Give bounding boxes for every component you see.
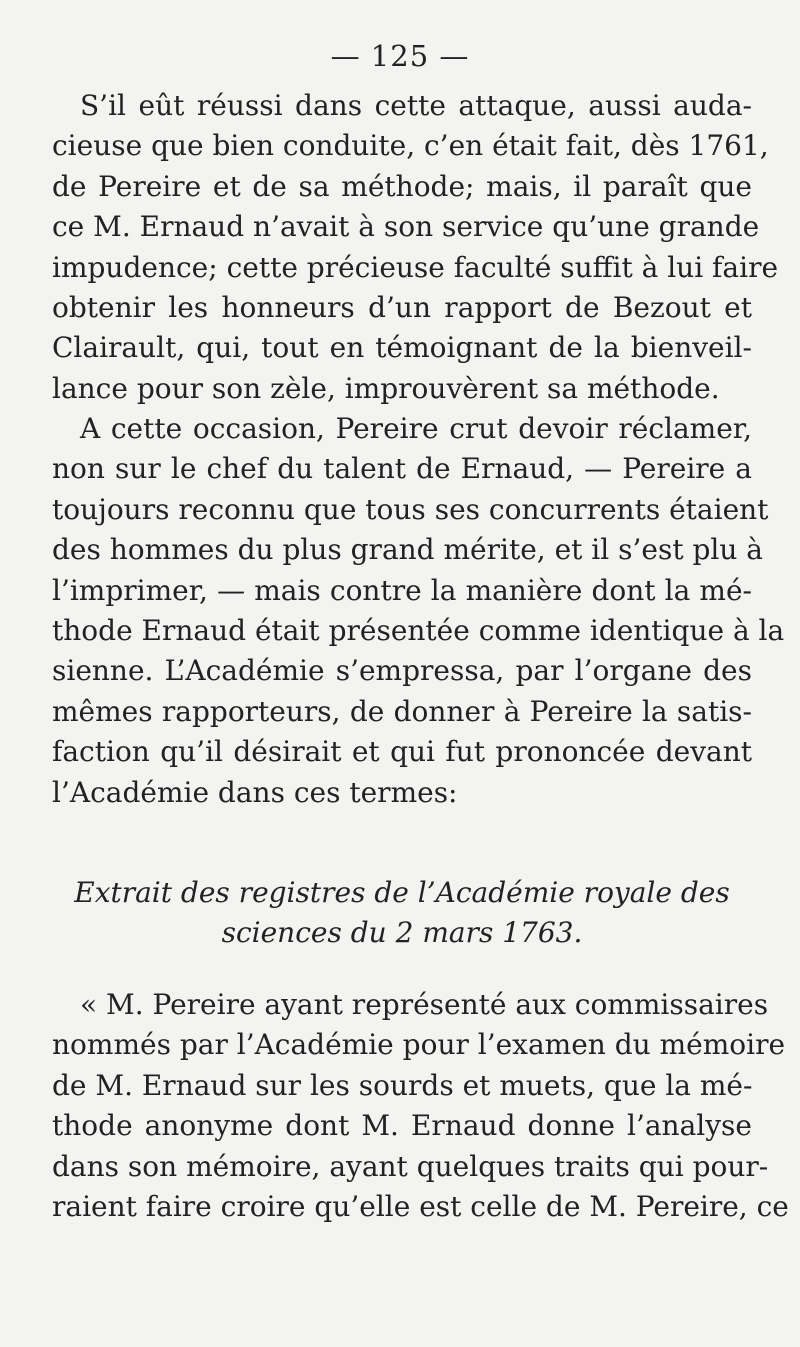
text-line: nommés par l’Académie pour l’examen du mémoire bbox=[52, 1028, 786, 1062]
text-line: toujours reconnu que tous ses concurrents étaient bbox=[52, 492, 769, 526]
text-line: non sur le chef du talent de Ernaud, — Pereire a bbox=[52, 452, 752, 486]
text-line: ce M. Ernaud n’avait à son service qu’une grande bbox=[52, 210, 760, 244]
text-line: des hommes du plus grand mérite, et il s’est plu à bbox=[52, 533, 763, 567]
quoted-extract bbox=[52, 985, 789, 1227]
text-line: thode anonyme dont M. Ernaud donne l’analyse bbox=[52, 1109, 752, 1143]
text-line: mêmes rapporteurs, de donner à Pereire la satis- bbox=[52, 694, 752, 728]
text-line: de M. Ernaud sur les sourds et muets, que la mé- bbox=[52, 1068, 753, 1102]
text-line: raient faire croire qu’elle est celle de M. Pereire, ce bbox=[52, 1189, 789, 1223]
text-line: « M. Pereire ayant représenté aux commissaires bbox=[80, 988, 769, 1021]
text-line: obtenir les honneurs d’un rapport de Bezout et bbox=[52, 290, 752, 324]
page-number: — 125 — bbox=[330, 39, 470, 73]
text-line: S’il eût réussi dans cette attaque, aussi auda- bbox=[80, 89, 752, 122]
paragraph-2 bbox=[52, 409, 785, 813]
heading-line: sciences du 2 mars 1763. bbox=[221, 916, 583, 950]
text-line: faction qu’il désirait et qui fut prononcée devant bbox=[52, 735, 752, 769]
text-line: de Pereire et de sa méthode; mais, il paraît que bbox=[52, 169, 752, 203]
section-heading bbox=[52, 873, 752, 954]
text-line: dans son mémoire, ayant quelques traits qui pour- bbox=[52, 1149, 769, 1183]
heading-line: Extrait des registres de l’Académie royale des bbox=[74, 876, 730, 909]
text-line: thode Ernaud était présentée comme identique à la bbox=[52, 613, 785, 647]
text-line: lance pour son zèle, improuvèrent sa méthode. bbox=[52, 371, 720, 405]
text-line: impudence; cette précieuse faculté suffit à lui faire bbox=[52, 250, 779, 284]
text-line: cieuse que bien conduite, c’en était fait, dès 1761, bbox=[52, 129, 769, 163]
text-line: Clairault, qui, tout en témoignant de la bienveil- bbox=[52, 331, 752, 365]
text-line: A cette occasion, Pereire crut devoir réclamer, bbox=[80, 412, 752, 445]
text-line: sienne. L’Académie s’empressa, par l’organe des bbox=[52, 654, 752, 688]
paragraph-1 bbox=[52, 86, 779, 409]
text-line: l’Académie dans ces termes: bbox=[52, 775, 458, 809]
text-line: l’imprimer, — mais contre la manière dont la mé- bbox=[52, 573, 752, 607]
